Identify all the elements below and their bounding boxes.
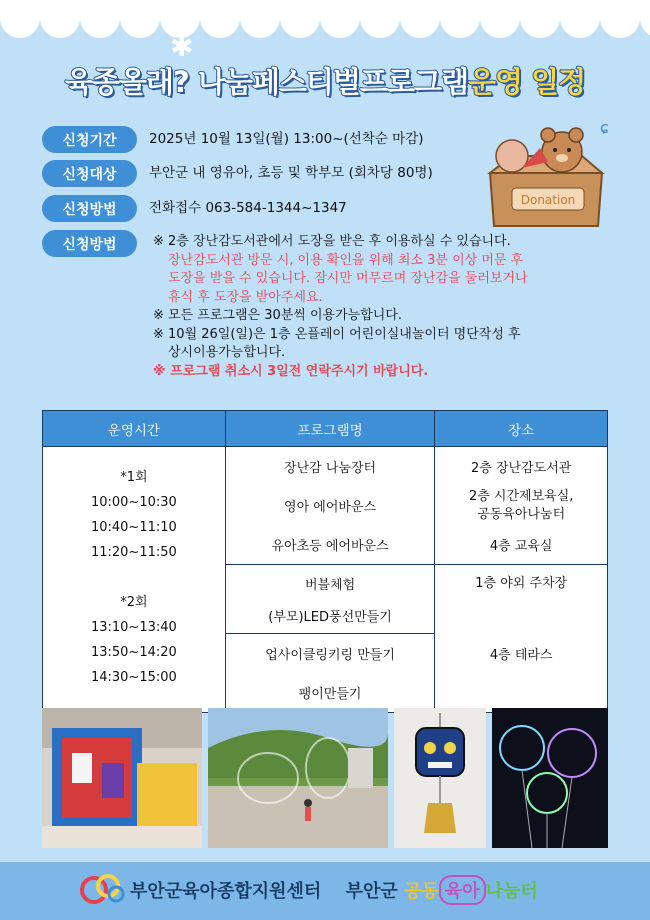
info-value-target: 부안군 내 영유아, 초등 및 학부모 (회차당 80명) <box>149 165 433 181</box>
header-program: 프로그램명 <box>225 411 435 447</box>
footer-nanumteo-suffix: 나눔터 <box>485 881 538 902</box>
photo-bubble-experience <box>208 708 388 848</box>
title-main: 육종올래? 나눔페스티벌프로그램 <box>64 65 468 99</box>
top-scallop-decoration <box>0 0 650 40</box>
header-time: 운영시간 <box>43 411 226 447</box>
place-group-1 <box>435 447 608 565</box>
session-1-label: *1회 <box>120 470 148 485</box>
footer-organizations <box>130 875 538 905</box>
program-group-2 <box>225 565 435 634</box>
photo-keyring <box>394 708 486 848</box>
header-place: 장소 <box>435 411 608 447</box>
info-label-method-2: 신청방법 <box>42 230 137 257</box>
program-item: 영아 에어바운스 <box>284 500 377 515</box>
photo-air-bounce <box>42 708 202 848</box>
place-item: 2층 장난감도서관 <box>471 461 572 476</box>
donation-box-illustration <box>482 118 612 228</box>
note-1-red-line-3: 휴식 후 도장을 받아주세요. <box>168 289 323 305</box>
note-2: ※ 모든 프로그램은 30분씩 이용가능합니다. <box>153 308 403 323</box>
program-group-1 <box>225 447 435 565</box>
program-group-3 <box>225 634 435 713</box>
note-3-line-1: ※ 10월 26일(일)은 1층 온플레이 어린이실내놀이터 명단작성 후 <box>153 326 521 342</box>
time-slot: 10:00~10:30 <box>90 495 177 510</box>
time-cell <box>43 447 226 713</box>
schedule-table <box>42 410 608 713</box>
program-item: 팽이만들기 <box>298 687 362 702</box>
info-row-target <box>42 160 433 187</box>
time-slot: 13:10~13:40 <box>90 620 177 635</box>
notes-block <box>153 233 528 381</box>
info-label-period: 신청기간 <box>42 126 137 153</box>
info-row-method-notes <box>42 230 137 257</box>
program-item: 유아초등 에어바운스 <box>271 539 389 554</box>
info-label-method: 신청방법 <box>42 195 137 222</box>
donation-label: Donation <box>520 193 576 207</box>
table-row <box>43 447 608 565</box>
note-1-red-line-1: 장난감도서관 방문 시, 이용 확인을 위해 최소 3분 이상 머문 후 <box>168 252 524 268</box>
note-4: ※ 프로그램 취소시 3일전 연락주시기 바랍니다. <box>153 363 429 379</box>
program-item: (부모)LED풍선만들기 <box>268 609 392 625</box>
info-label-target: 신청대상 <box>42 160 137 187</box>
program-item: 버블체험 <box>304 577 356 593</box>
program-item: 장난감 나눔장터 <box>284 461 377 476</box>
center-logo-icon <box>78 868 126 908</box>
time-slot: 11:20~11:50 <box>90 545 177 560</box>
photo-led-balloons <box>492 708 608 848</box>
info-value-method: 전화접수 063-584-1344~1347 <box>149 200 347 216</box>
place-item: 1층 야외 주차장 <box>475 575 568 591</box>
svg-text:ɕ: ɕ <box>600 118 609 137</box>
place-item: 4층 테라스 <box>489 647 553 663</box>
time-slot: 14:30~15:00 <box>90 670 177 685</box>
session-2-label: *2회 <box>120 595 148 610</box>
program-item: 업사이클링키링 만들기 <box>265 648 395 663</box>
time-slot: 13:50~14:20 <box>90 645 177 660</box>
time-slot: 10:40~11:10 <box>90 520 177 535</box>
snowflake-icon: ✱ <box>170 30 194 63</box>
place-group-2-3 <box>435 565 608 713</box>
footer-nanumteo-prefix: 부안군 <box>345 881 398 902</box>
note-3-line-2: 상시이용가능합니다. <box>168 345 286 360</box>
info-row-period <box>42 126 424 153</box>
footer-gongdong: 공동 <box>404 881 439 902</box>
table-header-row <box>43 411 608 447</box>
note-1: ※ 2층 장난감도서관에서 도장을 받은 후 이용하실 수 있습니다. <box>153 234 511 249</box>
info-value-period: 2025년 10월 13일(월) 13:00~(선착순 마감) <box>149 131 424 147</box>
footer-yuka-badge: 육아 <box>439 875 486 905</box>
place-item: 4층 교육실 <box>489 539 553 554</box>
page-title <box>0 60 650 101</box>
info-row-method <box>42 195 347 222</box>
note-1-red-line-2: 도장을 받을 수 있습니다. 잠시만 머무르며 장난감을 둘러보거나 <box>168 271 528 286</box>
title-highlight: 운영 일정 <box>467 65 586 99</box>
place-item: 2층 시간제보육실, 공동육아나눔터 <box>468 488 574 522</box>
footer-center-name: 부안군육아종합지원센터 <box>130 881 322 902</box>
